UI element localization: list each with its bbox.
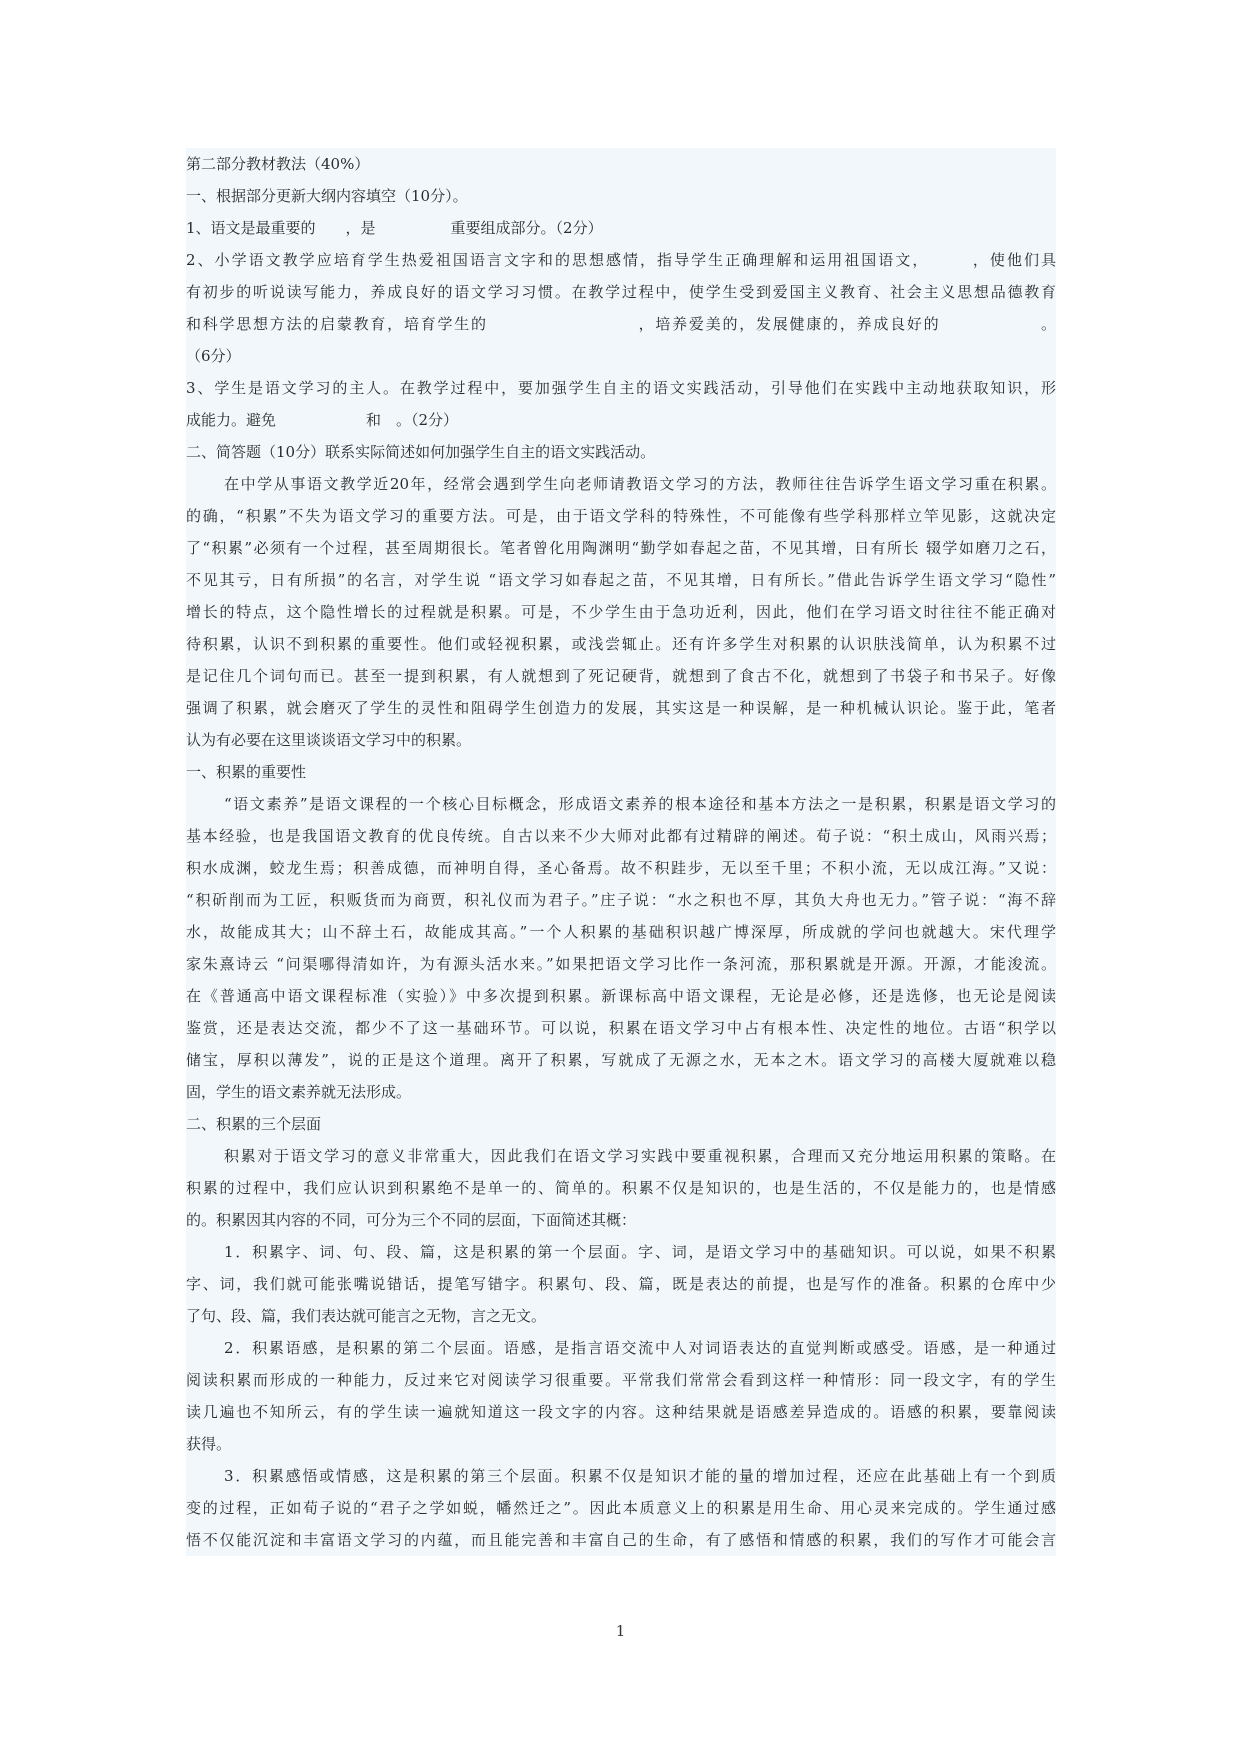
text-line: 鉴赏，还是表达交流，都少不了这一基础环节。可以说，积累在语文学习中占有根本性、决定性的地位。古语“积学以	[186, 1019, 1056, 1037]
text-line: 在中学从事语文教学近20年，经常会遇到学生向老师请教语文学习的方法，教师往往告诉学生语文学习重在积累。	[224, 475, 1056, 493]
text-line: 3．积累感悟或情感，这是积累的第三个层面。积累不仅是知识才能的量的增加过程，还应在此基础上有一个到质	[224, 1467, 1056, 1485]
text-line: 1、语文是最重要的 ，是 重要组成部分。（2分）	[186, 219, 603, 237]
text-line: 的确，“积累”不失为语文学习的重要方法。可是，由于语文学科的特殊性，不可能像有些学科那样立竿见影，这就决定	[186, 507, 1056, 525]
text-line: 2．积累语感，是积累的第二个层面。语感，是指言语交流中人对词语表达的直觉判断或感受。语感，是一种通过	[224, 1339, 1056, 1357]
text-line: 有初步的听说读写能力，养成良好的语文学习习惯。在教学过程中，使学生受到爱国主义教育、社会主义思想品德教育	[186, 283, 1056, 301]
text-line: 水，故能成其大；山不辞土石，故能成其高。”一个人积累的基础积识越广博深厚，所成就的学问也就越大。宋代理学	[186, 923, 1056, 941]
text-line: 和科学思想方法的启蒙教育，培育学生的 ，培养爱美的，发展健康的，养成良好的 。	[186, 315, 1056, 333]
text-line: 字、词，我们就可能张嘴说错话，提笔写错字。积累句、段、篇，既是表达的前提，也是写作的准备。积累的仓库中少	[186, 1275, 1056, 1293]
text-line: 二、积累的三个层面	[186, 1115, 322, 1133]
text-line: 储宝，厚积以薄发”，说的正是这个道理。离开了积累，写就成了无源之水，无本之木。语文学习的高楼大厦就难以稳	[186, 1051, 1056, 1069]
text-line: 固，学生的语文素养就无法形成。	[186, 1083, 412, 1101]
text-line: 在《普通高中语文课程标准（实验）》中多次提到积累。新课标高中语文课程，无论是必修，还是选修，也无论是阅读	[186, 987, 1056, 1005]
document-body	[186, 148, 1056, 1556]
text-line: 不见其亏，日有所损”的名言，对学生说 “语文学习如春起之苗，不见其增，日有所长。”借此告诉学生语文学习“隐性”	[186, 571, 1056, 589]
text-line: 成能力。避免 和 。（2分）	[186, 411, 459, 429]
text-line: 第二部分教材教法（40%）	[186, 155, 370, 173]
text-line: 了“积累”必须有一个过程，甚至周期很长。笔者曾化用陶渊明“勤学如春起之苗，不见其增，日有所长 辍学如磨刀之石，	[186, 539, 1056, 557]
text-line: 认为有必要在这里谈谈语文学习中的积累。	[186, 731, 472, 749]
text-line: 强调了积累，就会磨灭了学生的灵性和阻碍学生创造力的发展，其实这是一种误解，是一种机械认识论。鉴于此，笔者	[186, 699, 1056, 717]
text-line: 2、小学语文教学应培育学生热爱祖国语言文字和的思想感情，指导学生正确理解和运用祖国语文， ，使他们具	[186, 251, 1056, 269]
text-line: 一、积累的重要性	[186, 763, 307, 781]
text-line: “语文素养”是语文课程的一个核心目标概念，形成语文素养的根本途径和基本方法之一是积累，积累是语文学习的	[224, 795, 1056, 813]
text-line: 增长的特点，这个隐性增长的过程就是积累。可是，不少学生由于急功近利，因此，他们在学习语文时往往不能正确对	[186, 603, 1056, 621]
text-line: 阅读积累而形成的一种能力，反过来它对阅读学习很重要。平常我们常常会看到这样一种情形：同一段文字，有的学生	[186, 1371, 1056, 1389]
text-line: 的。积累因其内容的不同，可分为三个不同的层面，下面简述其概：	[186, 1211, 637, 1229]
text-line: 二、简答题（10分）联系实际简述如何加强学生自主的语文实践活动。	[186, 443, 656, 461]
text-line: 3、学生是语文学习的主人。在教学过程中，要加强学生自主的语文实践活动，引导他们在实践中主动地获取知识，形	[186, 379, 1056, 397]
text-line: 变的过程，正如荀子说的“君子之学如蜕，幡然迁之”。因此本质意义上的积累是用生命、用心灵来完成的。学生通过感	[186, 1499, 1056, 1517]
text-line: 家朱熹诗云 “问渠哪得清如许，为有源头活水来。”如果把语文学习比作一条河流，那积累就是开源。开源，才能浚流。	[186, 955, 1056, 973]
text-line: 待积累，认识不到积累的重要性。他们或轻视积累，或浅尝辄止。还有许多学生对积累的认识肤浅简单，认为积累不过	[186, 635, 1056, 653]
text-line: 悟不仅能沉淀和丰富语文学习的内蕴，而且能完善和丰富自己的生命，有了感悟和情感的积累，我们的写作才可能会言	[186, 1531, 1056, 1549]
text-line: （6分）	[186, 347, 241, 365]
text-line: 积累的过程中，我们应认识到积累绝不是单一的、简单的。积累不仅是知识的，也是生活的，不仅是能力的，也是情感	[186, 1179, 1056, 1197]
text-line: 是记住几个词句而已。甚至一提到积累，有人就想到了死记硬背，就想到了食古不化，就想到了书袋子和书呆子。好像	[186, 667, 1056, 685]
text-line: 读几遍也不知所云，有的学生读一遍就知道这一段文字的内容。这种结果就是语感差异造成的。语感的积累，要靠阅读	[186, 1403, 1056, 1421]
text-line: “积斫削而为工匠，积贩货而为商贾，积礼仪而为君子。”庄子说：“水之积也不厚，其负大舟也无力。”管子说：“海不辞	[186, 891, 1056, 909]
text-line: 获得。	[186, 1435, 232, 1453]
text-line: 一、根据部分更新大纲内容填空（10分）。	[186, 187, 468, 205]
text-line: 1．积累字、词、句、段、篇，这是积累的第一个层面。字、词，是语文学习中的基础知识。可以说，如果不积累	[224, 1243, 1056, 1261]
text-line: 基本经验，也是我国语文教育的优良传统。自古以来不少大师对此都有过精辟的阐述。荀子说：“积土成山，风雨兴焉；	[186, 827, 1056, 845]
page-number: 1	[615, 1622, 626, 1640]
text-line: 积水成渊，蛟龙生焉；积善成德，而神明自得，圣心备焉。故不积跬步，无以至千里；不积小流，无以成江海。”又说：	[186, 859, 1056, 877]
text-line: 了句、段、篇，我们表达就可能言之无物，言之无文。	[186, 1307, 547, 1325]
text-line: 积累对于语文学习的意义非常重大，因此我们在语文学习实践中要重视积累，合理而又充分地运用积累的策略。在	[224, 1147, 1056, 1165]
